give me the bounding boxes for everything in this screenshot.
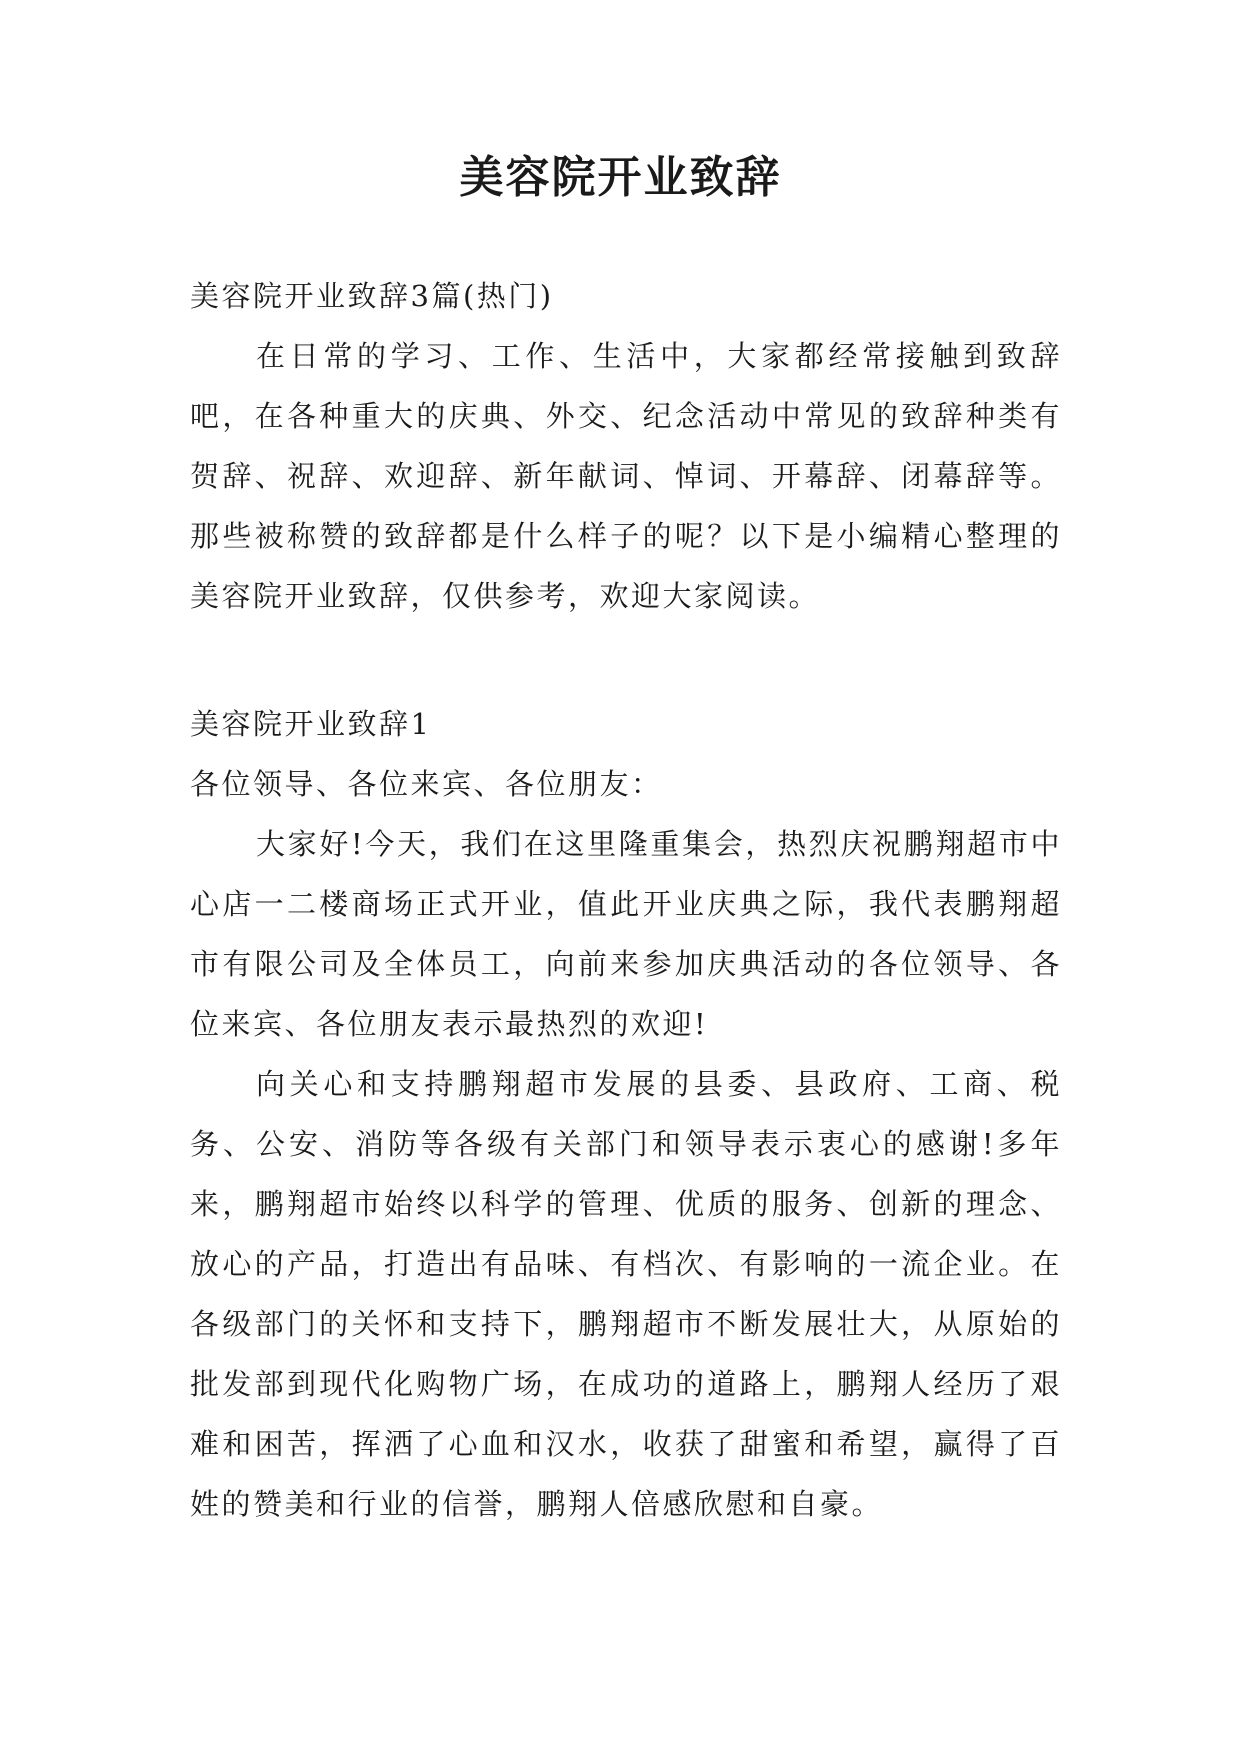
speech-block: [190, 694, 1062, 1534]
section-heading: 美容院开业致辞1: [190, 707, 432, 741]
intro-block: [190, 266, 1062, 626]
salutation: 各位领导、各位来宾、各位朋友：: [190, 767, 663, 801]
intro-paragraph: 在日常的学习、工作、生活中，大家都经常接触到致辞吧，在各种重大的庆典、外交、纪念活动中常见的致辞种类有贺辞、祝辞、欢迎辞、新年献词、悼词、开幕辞、闭幕辞等。那些被称赞的致辞都是什么样子的呢？以下是小编精心整理的美容院开业致辞，仅供参考，欢迎大家阅读。: [190, 339, 1062, 613]
document-title: 美容院开业致辞: [459, 152, 782, 203]
speech-paragraph: 向关心和支持鹏翔超市发展的县委、县政府、工商、税务、公安、消防等各级有关部门和领导表示衷心的感谢!多年来，鹏翔超市始终以科学的管理、优质的服务、创新的理念、放心的产品，打造出有品味、有档次、有影响的一流企业。在各级部门的关怀和支持下，鹏翔超市不断发展壮大，从原始的批发部到现代化购物广场，在成功的道路上，鹏翔人经历了艰难和困苦，挥洒了心血和汉水，收获了甜蜜和希望，赢得了百姓的赞美和行业的信誉，鹏翔人倍感欣慰和自豪。: [190, 1067, 1062, 1521]
speech-paragraph: 大家好!今天，我们在这里隆重集会，热烈庆祝鹏翔超市中心店一二楼商场正式开业，值此开业庆典之际，我代表鹏翔超市有限公司及全体员工，向前来参加庆典活动的各位领导、各位来宾、各位朋友表示最热烈的欢迎!: [190, 827, 1062, 1041]
document-subtitle: 美容院开业致辞3篇(热门): [190, 279, 554, 313]
